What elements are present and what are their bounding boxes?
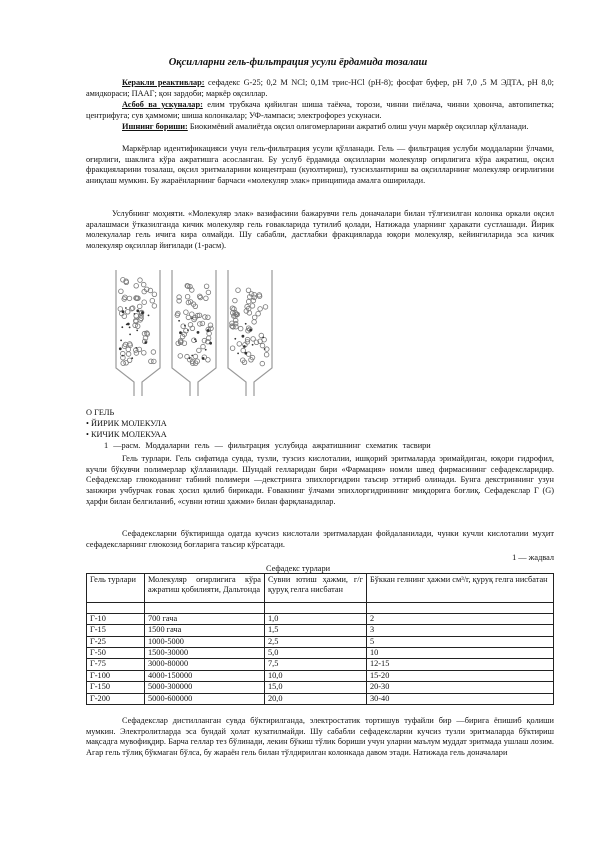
gel-bead <box>238 326 243 331</box>
table-cell: Г-75 <box>87 659 145 670</box>
small-molecule <box>136 330 138 332</box>
figure-caption: 1 —расм. Моддаларни гель — фильтрация услубида ажратишнинг схематик тасвири <box>104 441 431 450</box>
gel-bead <box>246 288 251 293</box>
large-molecule <box>242 335 245 338</box>
gel-bead <box>134 284 139 289</box>
small-molecule <box>194 338 196 340</box>
small-molecule <box>178 320 180 322</box>
large-molecule <box>244 352 247 355</box>
table-row <box>87 625 554 636</box>
small-molecule <box>195 340 197 342</box>
header-water-uptake: Сувни ютиш ҳажми, г/г қуруқ гелга нисбатан <box>265 574 367 603</box>
small-molecule <box>234 338 236 340</box>
gel-bead <box>204 296 209 301</box>
large-molecule <box>243 345 246 348</box>
gel-bead <box>126 347 131 352</box>
table-cell: 1,5 <box>265 625 367 636</box>
gel-bead <box>152 304 157 309</box>
gel-bead <box>119 289 124 294</box>
column-outline <box>116 270 160 396</box>
gel-bead <box>260 343 265 348</box>
gel-bead <box>142 351 147 356</box>
small-molecule <box>205 349 207 351</box>
gel-filtration-figure <box>112 266 280 400</box>
small-molecule <box>125 307 127 309</box>
table-row <box>87 636 554 647</box>
equipment-label: Асбоб ва ускуналар: <box>122 100 203 109</box>
hydration-paragraph <box>86 716 554 759</box>
hydration-text: Сефадекслар дистилланган сувда бўктирилганда, электростатик тортишув туфайли бир —бирига ёпишиб қолиши мумкин. Электролитларда эса бундай ҳолат кузатилмайди. Шу сабабли сефадексларни кучсиз тузли эритмаларда бўктириш мақсадга мувофиқдир. Барча геллар тез бўлинади, лекин бўкиш тўлик бориши учун уларни маълум муддат эритмада ушлаш лозим. Агар гель тўлиқ бўкмаган бўлса, бу жараён гель билан тўлдирилган колонкада давом этади. Натижада гель доначалари <box>86 716 554 758</box>
table-cell: 5000-300000 <box>145 682 265 693</box>
gel-bead <box>230 346 235 351</box>
table-row <box>87 648 554 659</box>
table-cell: 1,0 <box>265 613 367 624</box>
reagents-paragraph <box>86 78 554 99</box>
gel-bead <box>178 354 183 359</box>
reagents-text: сефадекс G-25; 0,2 М NCl; 0,1М трис-НСl (pH-8); фосфат буфер, pH 7,0 ,5 М ЭДТА, pH 8,0; амидкораси; ПААГ; қон зардоби; маркёр оқсиллар. <box>86 78 554 98</box>
reagents-label: Керакли реактивлар: <box>122 78 205 87</box>
procedure-label: Ишнинг бориши: <box>122 122 188 131</box>
table-cell: 20,0 <box>265 693 367 704</box>
small-molecule <box>237 353 239 355</box>
table-cell: 700 гача <box>145 613 265 624</box>
swelling-paragraph: Сефадексларни бўктиришда одатда кучсиз кислотали эритмалардан фойдаланилади, чунки кучли кислоталии муҳит сефадексларнинг глюкозид боғларига таъсир кўрсатади. <box>86 529 554 549</box>
legend-gel: O ГЕЛЬ <box>86 408 115 417</box>
markers-paragraph: Маркёрлар идентификацияси учун гель-фильтрация усули қўлланади. Гель — фильтрация услуби моддаларни ўлчами, оғирлиги, шаклига кўра ажратишга асосланган. Бу услуб ёрдамида оқсилларни молекуляр оғирлигига кўра ажратиш, оқсил фракцияларини тозалаш, оқсил эритмаларини концентраш (куюлтириш), тузсизлантириш ва оқсилларнинг молекуляр оғирлигини аниқлаш мумкин. Бу жараёнларнинг барчаси «молекуляр элак» принципида амалга оширилади. <box>86 144 554 186</box>
small-molecule <box>134 313 136 315</box>
gel-types-paragraph: Гель турлари. Гель сифатида сувда, тузли, тузсиз кислоталии, ишқорий эритмаларда эримайдиган, юқори гидрофил, кучли бўкувчи полимерлар қўлланилади. Шундай гелларидан бири «Фармация» номли швед фирмасининг сефадексларидир. Сефадекслар глюкоданинг табиий полимери —декстринга эпихлоргидрин таъсир эттириб олинади. Бунга декстриннинг узун занжири учбурчак ғовак ҳосил қилиб бирикади. Ғовакнинг ўлчами эпихлоргидриннинг миқдорига боғлиқ. Сефадекслар Г (G) ҳарфи билан белгиланиб, «сувни ютиш ҳажми» билан фарқланадилар. <box>86 454 554 506</box>
small-molecule <box>189 357 191 359</box>
small-molecule <box>264 348 266 350</box>
table-cell: Г-200 <box>87 693 145 704</box>
gel-bead <box>142 300 147 305</box>
table-cell: 15,0 <box>265 682 367 693</box>
small-molecule <box>135 347 137 349</box>
table-row <box>87 682 554 693</box>
table-cell: 2,5 <box>265 636 367 647</box>
large-molecule <box>141 311 144 314</box>
table-cell: 3000-80000 <box>145 659 265 670</box>
table-cell: 2 <box>367 613 554 624</box>
equipment-paragraph <box>86 100 554 121</box>
gel-bead <box>137 304 142 309</box>
gel-bead <box>127 296 132 301</box>
table-cell: 5,0 <box>265 648 367 659</box>
table-cell: 12-15 <box>367 659 554 670</box>
gel-bead <box>263 305 268 310</box>
table-number: 1 — жадвал <box>512 553 554 562</box>
gel-bead <box>125 310 130 315</box>
large-molecule <box>249 329 252 332</box>
gel-column <box>228 270 272 396</box>
small-molecule <box>126 324 128 326</box>
table-cell: 5000-600000 <box>145 693 265 704</box>
table-cell: Г-50 <box>87 648 145 659</box>
table-header-row <box>87 574 554 603</box>
table-cell: 10,0 <box>265 670 367 681</box>
procedure-paragraph <box>86 122 554 133</box>
large-molecule <box>179 331 182 334</box>
gel-bead <box>193 354 198 359</box>
header-bed-volume: Бўккан гелнинг ҳажми см³/г, қуруқ гелга нисбатан <box>367 574 554 603</box>
small-molecule <box>148 315 150 317</box>
table-cell: Г-100 <box>87 670 145 681</box>
table-title: Сефадекс турлари <box>265 564 331 573</box>
gel-bead <box>185 294 190 299</box>
gel-bead <box>201 344 206 349</box>
procedure-text: Биокимёвий амалиётда оқсил олигомерларини ажратиб олиш учун маркёр оқсиллар қўлланади. <box>187 122 529 131</box>
large-molecule <box>122 310 125 313</box>
gel-bead <box>258 307 263 312</box>
table-cell: 7,5 <box>265 659 367 670</box>
table-cell: 4000-150000 <box>145 670 265 681</box>
large-molecule <box>209 342 212 345</box>
large-molecule <box>197 331 200 334</box>
table-cell: 20-30 <box>367 682 554 693</box>
gel-bead <box>152 292 157 297</box>
legend-small-molecule: • КИЧИК МОЛЕКУАА <box>86 429 167 439</box>
page-title: Оқсилларни гель-фильтрация усули ёрдамида тозалаш <box>168 57 428 68</box>
gel-bead <box>204 284 209 289</box>
gel-bead <box>208 323 213 328</box>
gel-bead <box>246 299 251 304</box>
table-cell: 5 <box>367 636 554 647</box>
gel-bead <box>241 348 246 353</box>
sephadex-types-table <box>86 573 554 705</box>
gel-bead <box>237 342 242 347</box>
equipment-text: елим трубкача қийилган шиша таёкча, торози, чинни пиёлача, чинни ҳовонча, автопипетка; центрифуга; сув ҳаммоми; шиша колонкалар; УФ-лампаси; электрофорез ускунаси. <box>86 100 554 120</box>
table-cell: 1500-30000 <box>145 648 265 659</box>
table-cell: 30-40 <box>367 693 554 704</box>
gel-bead <box>252 315 257 320</box>
header-gel-type: Гель турлари <box>87 574 145 603</box>
small-molecule <box>129 327 131 329</box>
small-molecule <box>184 325 186 327</box>
large-molecule <box>136 309 139 312</box>
large-molecule <box>119 347 122 350</box>
table-body <box>87 602 554 704</box>
gel-columns <box>116 270 272 396</box>
gel-bead <box>236 288 241 293</box>
figure-legend <box>86 408 167 440</box>
table-cell: 1500 гача <box>145 625 265 636</box>
gel-bead <box>121 361 126 366</box>
legend-large-molecule: • ЙИРИК МОЛЕКУЛА <box>86 418 167 428</box>
table-cell: Г-10 <box>87 613 145 624</box>
small-molecule <box>129 334 131 336</box>
gel-bead <box>256 311 261 316</box>
table-cell: Г-150 <box>87 682 145 693</box>
gel-bead <box>149 359 154 364</box>
gel-bead <box>126 352 131 357</box>
small-molecule <box>122 355 124 357</box>
small-molecule <box>121 326 123 328</box>
table-cell: Г-25 <box>87 636 145 647</box>
gel-bead <box>203 315 208 320</box>
table-cell: 10 <box>367 648 554 659</box>
table-cell: 15-20 <box>367 670 554 681</box>
small-molecule <box>131 357 133 359</box>
small-molecule <box>187 329 189 331</box>
table-cell: 1000-5000 <box>145 636 265 647</box>
gel-bead <box>175 313 180 318</box>
gel-column <box>116 270 160 396</box>
small-molecule <box>191 355 193 357</box>
gel-bead <box>138 278 143 283</box>
gel-bead <box>206 290 211 295</box>
gel-bead <box>186 315 191 320</box>
table-cell: Г-15 <box>87 625 145 636</box>
small-molecule <box>245 323 247 325</box>
gel-bead <box>127 358 132 363</box>
method-essence-paragraph: Услубнинг моҳияти. «Молекуляр элак» вазифасини бажарувчи гель доначалари билан тўлғизилган колонка оркали оқсил аралашмаси ўтказилганда кичик молекуляр гель ғовакларида тутилиб қолади, Натижада уларнинг ҳаракати сустлашади. Йирик молекулалар гель ичига кира олмайди. Шу сабабли, дастлабки фракцияларда юқори молекуляр, кейингиларида эса кичик молекуляр оқсиллар йиғилади (1-расм). <box>86 209 554 251</box>
large-molecule <box>207 329 210 332</box>
gel-bead <box>150 298 155 303</box>
gel-bead <box>206 358 211 363</box>
table-row <box>87 613 554 624</box>
table-spacer-row <box>87 602 554 613</box>
gel-bead <box>141 282 146 287</box>
gel-bead <box>252 320 257 325</box>
gel-bead <box>184 310 189 315</box>
small-molecule <box>252 344 254 346</box>
header-separation-range: Молекуляр оғирлигига кўра ажратиш қобилияти, Дальтонда <box>145 574 265 603</box>
gel-bead <box>122 314 127 319</box>
large-molecule <box>144 341 147 344</box>
table-row <box>87 659 554 670</box>
gel-bead <box>197 348 202 353</box>
gel-bead <box>264 352 269 357</box>
table-row <box>87 670 554 681</box>
small-molecule <box>191 317 193 319</box>
table-row <box>87 693 554 704</box>
gel-bead <box>151 350 156 355</box>
gel-bead <box>260 361 265 366</box>
gel-bead <box>251 298 256 303</box>
small-molecule <box>120 340 122 342</box>
gel-column <box>172 270 216 396</box>
large-molecule <box>202 357 205 360</box>
gel-bead <box>233 298 238 303</box>
gel-bead <box>118 307 123 312</box>
table-cell: 3 <box>367 625 554 636</box>
small-molecule <box>262 337 264 339</box>
gel-bead <box>252 292 257 297</box>
